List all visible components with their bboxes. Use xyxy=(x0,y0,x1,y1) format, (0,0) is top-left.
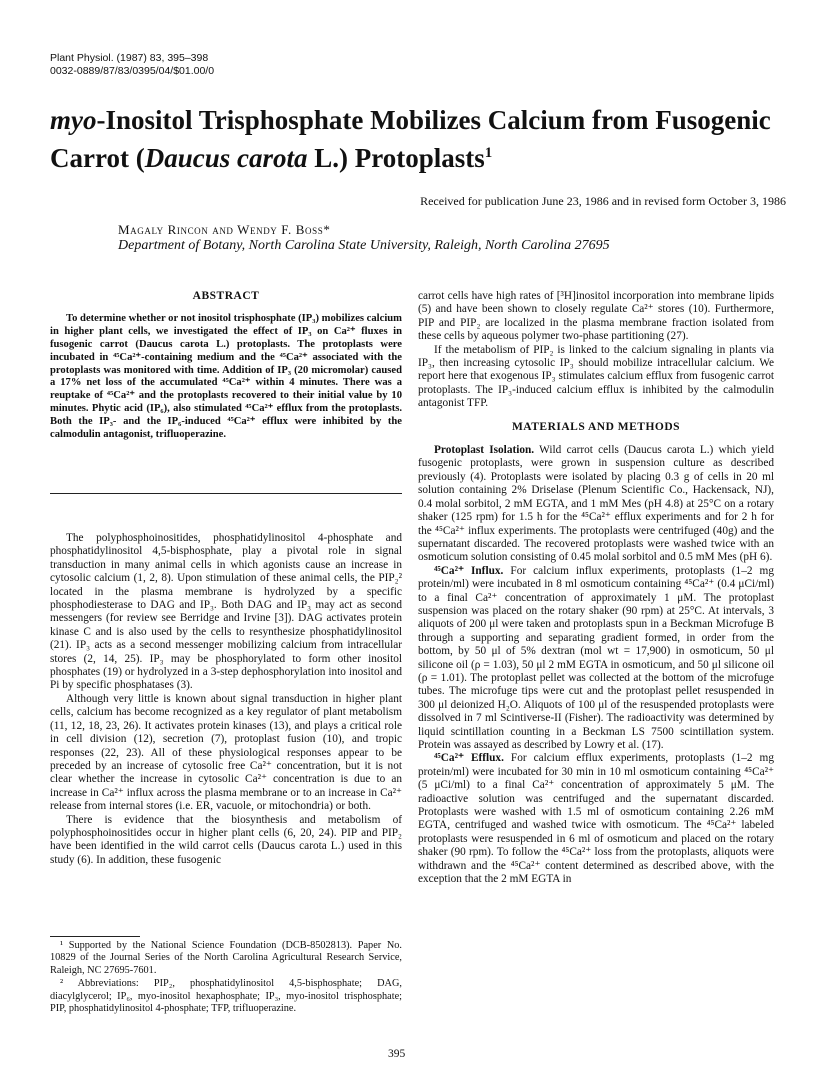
footnote-1: ¹ Supported by the National Science Foundation (DCB-8502813). Paper No. 10829 of the Journal Series of the North Carolina Agricultural Research Service, Raleigh, NC 27695-7601. xyxy=(50,940,402,976)
influx-heading: ⁴⁵Ca²⁺ Influx. xyxy=(434,564,504,577)
journal-code: 0032-0889/87/83/0395/04/$01.00/0 xyxy=(50,65,215,77)
right-paragraph-2: If the metabolism of PIP₂ is linked to the calcium signaling in plants via IP₃, then increasing cytosolic IP₃ should mobilize intracellular calcium. We report here that exogenous IP₃ stimulates calcium efflux from fusogenic carrot protoplasts. The IP₃-induced calcium efflux is inhibited by the calmodulin antagonist TFP. xyxy=(418,343,774,410)
title-italic-prefix: myo xyxy=(50,105,97,135)
abstract-divider xyxy=(50,493,402,494)
title-species: Daucus carota xyxy=(144,143,308,173)
title-line2-a: Carrot ( xyxy=(50,143,145,173)
footnote-2: ² Abbreviations: PIP₂, phosphatidylinositol 4,5-bisphosphate; DAG, diacylglycerol; IP₆, myo-inositol hexaphosphate; IP₃, myo-inositol trisphosphate; PIP, phosphatidylinositol 4-phosphate; TFP, trifluoperazine. xyxy=(50,978,402,1015)
footnotes xyxy=(50,940,402,1016)
footnote-rule xyxy=(50,936,140,937)
influx-text: For calcium influx experiments, protoplasts (1–2 mg protein/ml) were incubated in 8 ml osmoticum containing ⁴⁵Ca²⁺ (0.4 μCi/ml) to a final Ca²⁺ concentration of approximately 1 μM. The protoplast suspension was placed on the rotary shaker (90 rpm) at 25°C. At intervals, 3 aliquots of 200 μl were taken and protoplasts spun in a Beckman Microfuge B through a supporting and separating gradient formed, in order from the bottom, by 50 μl of 5% dextran (mol wt = 17,900) in osmoticum, 50 μl silicone oil (ρ = 1.03), 50 μl 2 mM EGTA in osmoticum, and 50 μl silicone oil (ρ = 1.01). The protoplast pellet was collected at the bottom of the microfuge tubes. The microfuge tips were cut and the protoplast pellet resuspended in 300 μl deionized H₂O. Aliquots of 100 μl of the resuspended protoplasts were dissolved in 7 ml Scintiverse-II (Fisher). The radioactivity was determined by liquid scintillation counting in a Beckman LS 7500 scintillation system. Protein was assayed as described by Lowry et al. (17). xyxy=(418,564,774,751)
abstract-text: To determine whether or not inositol trisphosphate (IP₃) mobilizes calcium in higher plant cells, we investigated the effect of IP₃ on Ca²⁺ fluxes in fusogenic carrot (Daucus carota L.) protoplasts. The protoplasts were incubated in ⁴⁵Ca²⁺-containing medium and the ⁴⁵Ca²⁺ associated with the protoplasts was monitored with time. Addition of IP₃ (20 micromolar) caused a 17% net loss of the accumulated ⁴⁵Ca²⁺ within 4 minutes. There was a reuptake of ⁴⁵Ca²⁺ and the protoplasts recovered to their initial value by 10 minutes. Phytic acid (IP₆), also stimulated ⁴⁵Ca²⁺ efflux from the protoplasts. Both the IP₃- and the IP₆-induced ⁴⁵Ca²⁺ efflux were inhibited by the calmodulin antagonist, trifluoperazine. xyxy=(50,313,402,440)
article-title xyxy=(50,104,790,175)
authors: Magaly Rincon and Wendy F. Boss* xyxy=(118,222,331,237)
affiliation: Department of Botany, North Carolina State University, Raleigh, North Carolina 27695 xyxy=(118,238,610,253)
isolation-text: Wild carrot cells (Daucus carota L.) which yield fusogenic protoplasts, were grown in suspension culture as described previously (4). Protoplasts were isolated by placing 0.3 g of cells in 20 ml solution containing 2% Driselase (Plenum Scientific Co., Hackensack, NJ), 0.4 molal sorbitol, 2 mM EGTA, and 1 mM Mes (pH 4.8) at 25°C on a rotary shaker (125 rpm) for 1.5 h for the ⁴⁵Ca²⁺ efflux experiments and for 2 h for the ⁴⁵Ca²⁺ influx experiments. The protoplasts were centrifuged (40g) and the supernatant discarded. The recovered protoplasts were washed twice with an osmoticum solution consisting of 0.45 molal sorbitol and 0.5 mM Mes (pH 6). xyxy=(418,444,774,564)
right-paragraph-1: carrot cells have high rates of [³H]inositol incorporation into membrane lipids (5) and have been shown to closely regulate Ca²⁺ stores (10). Furthermore, PIP and PIP₂ are localized in the plasma membrane fraction isolated from these cells by aqueous polymer two-phase partitioning (27). xyxy=(418,290,774,343)
intro-paragraph-3: There is evidence that the biosynthesis and metabolism of polyphosphoinositides occur in higher plant cells (6, 20, 24). PIP and PIP₂ have been identified in the wild carrot cells (Daucus carota L.) used in this study (6). In addition, these fusogenic xyxy=(50,813,402,866)
intro-paragraph-2: Although very little is known about signal transduction in higher plant cells, calcium has become recognized as a key regulator of plant metabolism (11, 12, 18, 23, 26). It activates protein kinases (13), and plays a critical role in cell division (12), secretion (7), protoplast fusion (10), and tropic responses (22, 23). All of these physiological responses appear to be preceded by an increase of cytosolic free Ca²⁺ concentration, but it is not clear whether the increase in cytosolic Ca²⁺ concentration is due to an increase in Ca²⁺ influx across the plasma membrane or to an increase in Ca²⁺ release from internal stores (i.e. ER, vacuole, or mitochondria) or both. xyxy=(50,692,402,813)
right-column xyxy=(418,290,774,886)
calcium-influx xyxy=(418,565,774,753)
abstract-heading: ABSTRACT xyxy=(192,290,260,302)
title-footnote-mark: 1 xyxy=(484,145,493,161)
intro-paragraph-1: The polyphosphoinositides, phosphatidylinositol 4-phosphate and phosphatidylinositol 4,5-bisphosphate, play a pivotal role in signal transduction in many animal cells in which agonists cause an increase in cytosolic calcium (1, 2, 8). Upon stimulation of these animal cells, the PIP₂² located in the plasma membrane is hydrolyzed by a specific phosphodiesterase to DAG and IP₃. Both DAG and IP₃ may act as second messengers (for review see Berridge and Irvine [3]). DAG activates protein kinase C and is also used by the cells to resynthesize phosphatidylinositol (21). IP₃ acts as a second messenger mobilizing calcium from intracellular stores (2, 14, 25). IP₃ may be phosphorylated to form other inositol phosphates (19) or hydrolyzed in a 3-step dephosphorylation into inositol and Pi by specific phosphatases (3). xyxy=(50,532,402,692)
title-line1: -Inositol Trisphosphate Mobilizes Calcium from Fusogenic xyxy=(96,105,771,135)
received-date: Received for publication June 23, 1986 and in revised form October 3, 1986 xyxy=(420,194,786,208)
page-number: 395 xyxy=(388,1048,406,1060)
introduction xyxy=(50,532,402,867)
calcium-efflux xyxy=(418,752,774,886)
title-line2-b: L.) Protoplasts xyxy=(307,143,485,173)
methods-heading: MATERIALS AND METHODS xyxy=(511,420,681,433)
efflux-heading: ⁴⁵Ca²⁺ Efflux. xyxy=(434,752,504,765)
abstract-block xyxy=(50,290,402,441)
isolation-heading: Protoplast Isolation. xyxy=(434,444,535,457)
efflux-text: For calcium efflux experiments, protoplasts (1–2 mg protein/ml) were incubated for 30 min in 10 ml osmoticum containing ⁴⁵Ca²⁺ (5 μCi/ml) to a final Ca²⁺ concentration of approximately 5 μM. The radioactive solution was centrifuged and the supernatant discarded. Protoplasts were washed with 1.5 ml of osmoticum containing 2.26 mM EGTA, centrifuged and washed twice with osmoticum. The ⁴⁵Ca²⁺ labeled protoplasts were resuspended in 6 ml of osmoticum and placed on the rotary shaker (90 rpm). To follow the ⁴⁵Ca²⁺ loss from the protoplasts, aliquots were withdrawn and the ⁴⁵Ca²⁺ content determined as described above, with the exception that the 2 mM EGTA in xyxy=(418,752,774,886)
journal-citation: Plant Physiol. (1987) 83, 395–398 xyxy=(50,52,209,64)
protoplast-isolation xyxy=(418,444,774,565)
